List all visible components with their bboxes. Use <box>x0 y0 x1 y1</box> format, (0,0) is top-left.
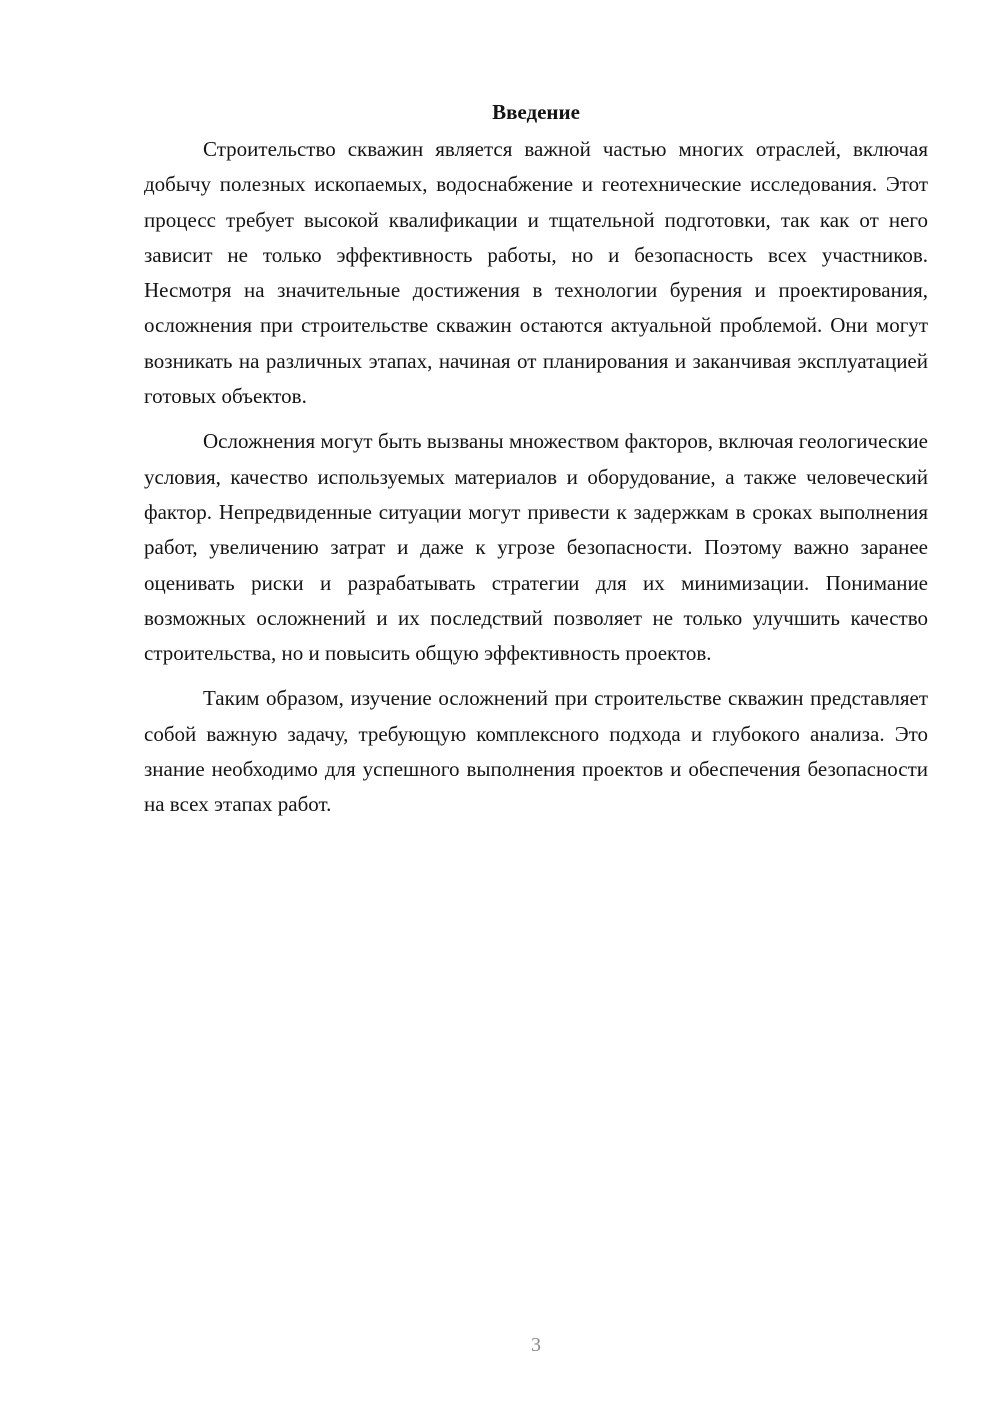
document-body <box>144 96 928 823</box>
page-number: 3 <box>531 1334 541 1356</box>
paragraph-3: Таким образом, изучение осложнений при строительстве скважин представляет собой важную задачу, требующую комплексного подхода и глубокого анализа. Это знание необходимо для успешного выполнения проектов и обеспечения безопасности на всех этапах работ. <box>144 686 928 817</box>
section-title: Введение <box>492 100 580 124</box>
paragraph-1: Строительство скважин является важной частью многих отраслей, включая добычу полезных ископаемых, водоснабжение и геотехнические исследования. Этот процесс требует высокой квалификации и тщательной подготовки, так как от него зависит не только эффективность работы, но и безопасность всех участников. Несмотря на значительные достижения в технологии бурения и проектирования, осложнения при строительстве скважин остаются актуальной проблемой. Они могут возникать на различных этапах, начиная от планирования и заканчивая эксплуатацией готовых объектов. <box>144 137 928 409</box>
paragraph-2: Осложнения могут быть вызваны множеством факторов, включая геологические условия, качество используемых материалов и оборудование, а также человеческий фактор. Непредвиденные ситуации могут привести к задержкам в сроках выполнения работ, увеличению затрат и даже к угрозе безопасности. Поэтому важно заранее оценивать риски и разрабатывать стратегии для их минимизации. Понимание возможных осложнений и их последствий позволяет не только улучшить качество строительства, но и повысить общую эффективность проектов. <box>144 429 928 666</box>
